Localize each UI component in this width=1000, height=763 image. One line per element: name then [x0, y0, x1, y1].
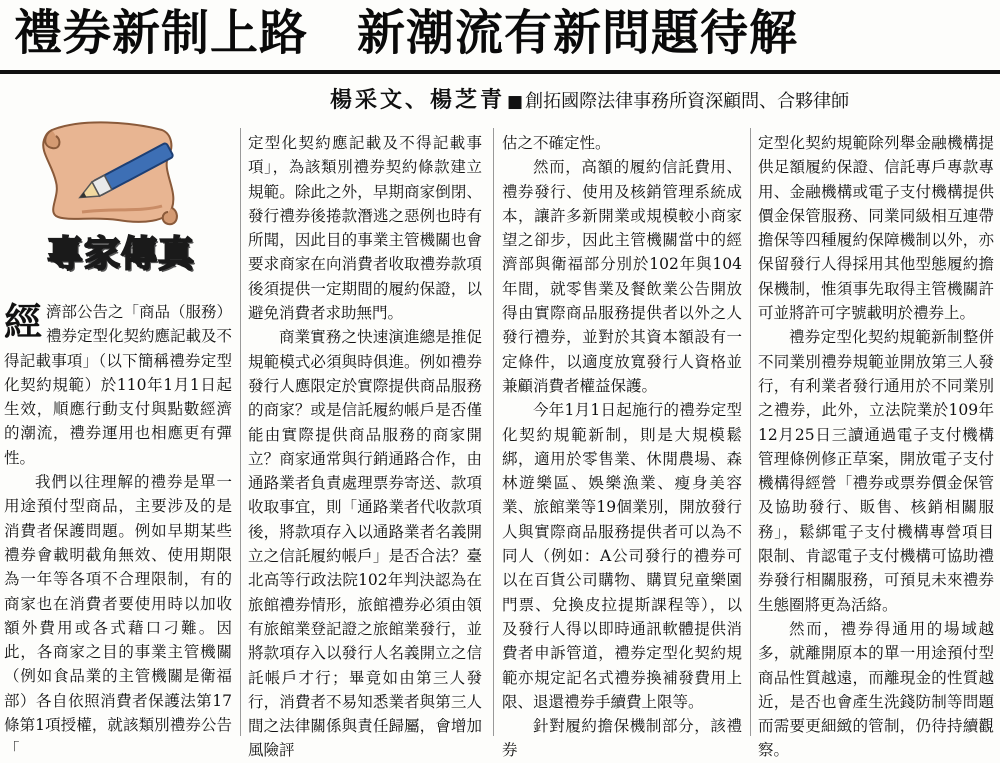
column-divider: [493, 128, 494, 736]
paragraph: 估之不確定性。: [502, 134, 611, 152]
paragraph: 定型化契約規範除列舉金融機構提供足額履約保證、信託專戶專款專用、金融機構或電子支付機構提供價金保管服務、同業同級相互連帶擔保等四種履約保障機制以外，亦保留發行人得採用其他型態履約擔保機制，惟須事先取得主管機關許可並將許可字號載明於禮券上。: [758, 134, 994, 323]
paragraph: 針對履約擔保機制部分，該禮券: [502, 717, 742, 760]
article-column-3: [502, 131, 742, 763]
article-column-1: [4, 300, 232, 762]
column-logo-label: 專家傳真: [46, 234, 195, 275]
paragraph: 然而，禮券得通用的場域越多，就離開原本的單一用途預付型商品性質越遠，而離現金的性質越近，是否也會產生洗錢防制等問題而需要更細緻的管制，仍待持續觀察。: [758, 619, 994, 760]
paragraph: 禮券定型化契約規範新制整併不同業別禮券規範並開放第三人發行，有利業者發行通用於不同業別之禮券，此外，立法院業於109年12月25日三讀通過電子支付機構管理條例修正草案，開放電子支付機構得經營「禮券或票券價金保管及協助發行、販售、核銷相關服務」，鬆綁電子支付機構專營項目限制、肯認電子支付機構可協助禮券發行相關服務，可預見未來禮券生態圈將更為活絡。: [758, 328, 994, 614]
paragraph: 今年1月1日起施行的禮券定型化契約規範新制，則是大規模鬆綁，適用於零售業、休閒農場、森林遊樂區、娛樂漁業、瘦身美容業、旅館業等19個業別，開放發行人與實際商品服務提供者可以為不同人（例如：A公司發行的禮券可以在百貨公司購物、購買兒童樂園門票、兌換皮拉提斯課程等），以及發行人得以即時通訊軟體提供消費者申訴管道，禮券定型化契約規範亦規定記名式禮券換補發費用上限、退還禮券手續費上限等。: [502, 401, 742, 711]
column-divider: [750, 128, 751, 736]
article-column-2: [248, 131, 482, 763]
paragraph: 然而，高額的履約信託費用、禮券發行、使用及核銷管理系統成本，讓許多新開業或規模較小商家望之卻步，因此主管機關當中的經濟部與衛福部分別於102年與104年間，就零售業及餐飲業公告開放得由實際商品服務提供者以外之人發行禮券，並對於其資本額設有一定條件，以適度放寬發行人資格並兼顧消費者權益保護。: [502, 158, 742, 395]
byline-affiliation: 創拓國際法律事務所資深顧問、合夥律師: [525, 91, 850, 112]
paragraph: 定型化契約應記載及不得記載事項」，為該類別禮券契約條款建立規範。除此之外，早期商家倒閉、發行禮券後捲款潛逃之惡例也時有所聞，因此目的事業主管機關也會要求商家在向消費者收取禮券款項後須提供一定期間的履約保證，以避免消費者求助無門。: [248, 134, 482, 323]
byline-separator: ■: [507, 92, 524, 112]
headline: 禮券新制上路 新潮流有新問題待解: [14, 5, 799, 61]
scroll-and-pen-icon: [22, 112, 208, 232]
byline-authors: 楊采文、楊芝青: [330, 87, 506, 113]
paragraph: 濟部公告之「商品（服務）禮券定型化契約應記載及不得記載事項」（以下簡稱禮券定型化契約規範）於110年1月1日起生效，順應行動支付與點數經濟的潮流，禮券運用也相應更有彈性。: [4, 303, 233, 467]
paragraph: 我們以往理解的禮券是單一用途預付型商品，主要涉及的是消費者保護問題。例如早期某些禮券會載明截角無效、使用期限為一年等各項不合理限制，有的商家也在消費者要使用時以加收額外費用或各式藉口刁難。因此，各商家之目的事業主管機關（例如食品業的主管機關是衛福部）各自依照消費者保護法第17條第1項授權，就該類別禮券公告「: [4, 473, 232, 759]
drop-cap: 經: [4, 299, 43, 344]
paragraph: 商業實務之快速演進總是推促規範模式必須與時俱進。例如禮券發行人應限定於實際提供商品服務的商家？或是信託履約帳戶是否僅能由實際提供商品服務的商家開立？商家通常與行銷通路合作，由通路業者負責處理票券寄送、款項收取事宜，則「通路業者代收款項後，將款項存入以通路業者名義開立之信託履約帳戶」是否合法？臺北高等行政法院102年判決認為在旅館禮券情形，旅館禮券必須由領有旅館業登記證之旅館業發行，並將款項存入以發行人名義開立之信託帳戶才行；畢竟如由第三人發行，消費者不易知悉業者與第三人間之法律關係與責任歸屬，會增加風險評: [248, 328, 482, 760]
headline-rule: [0, 70, 1000, 74]
byline: [330, 86, 990, 114]
column-divider: [240, 128, 241, 736]
article-column-4: [758, 131, 994, 763]
column-logo: [22, 112, 208, 288]
